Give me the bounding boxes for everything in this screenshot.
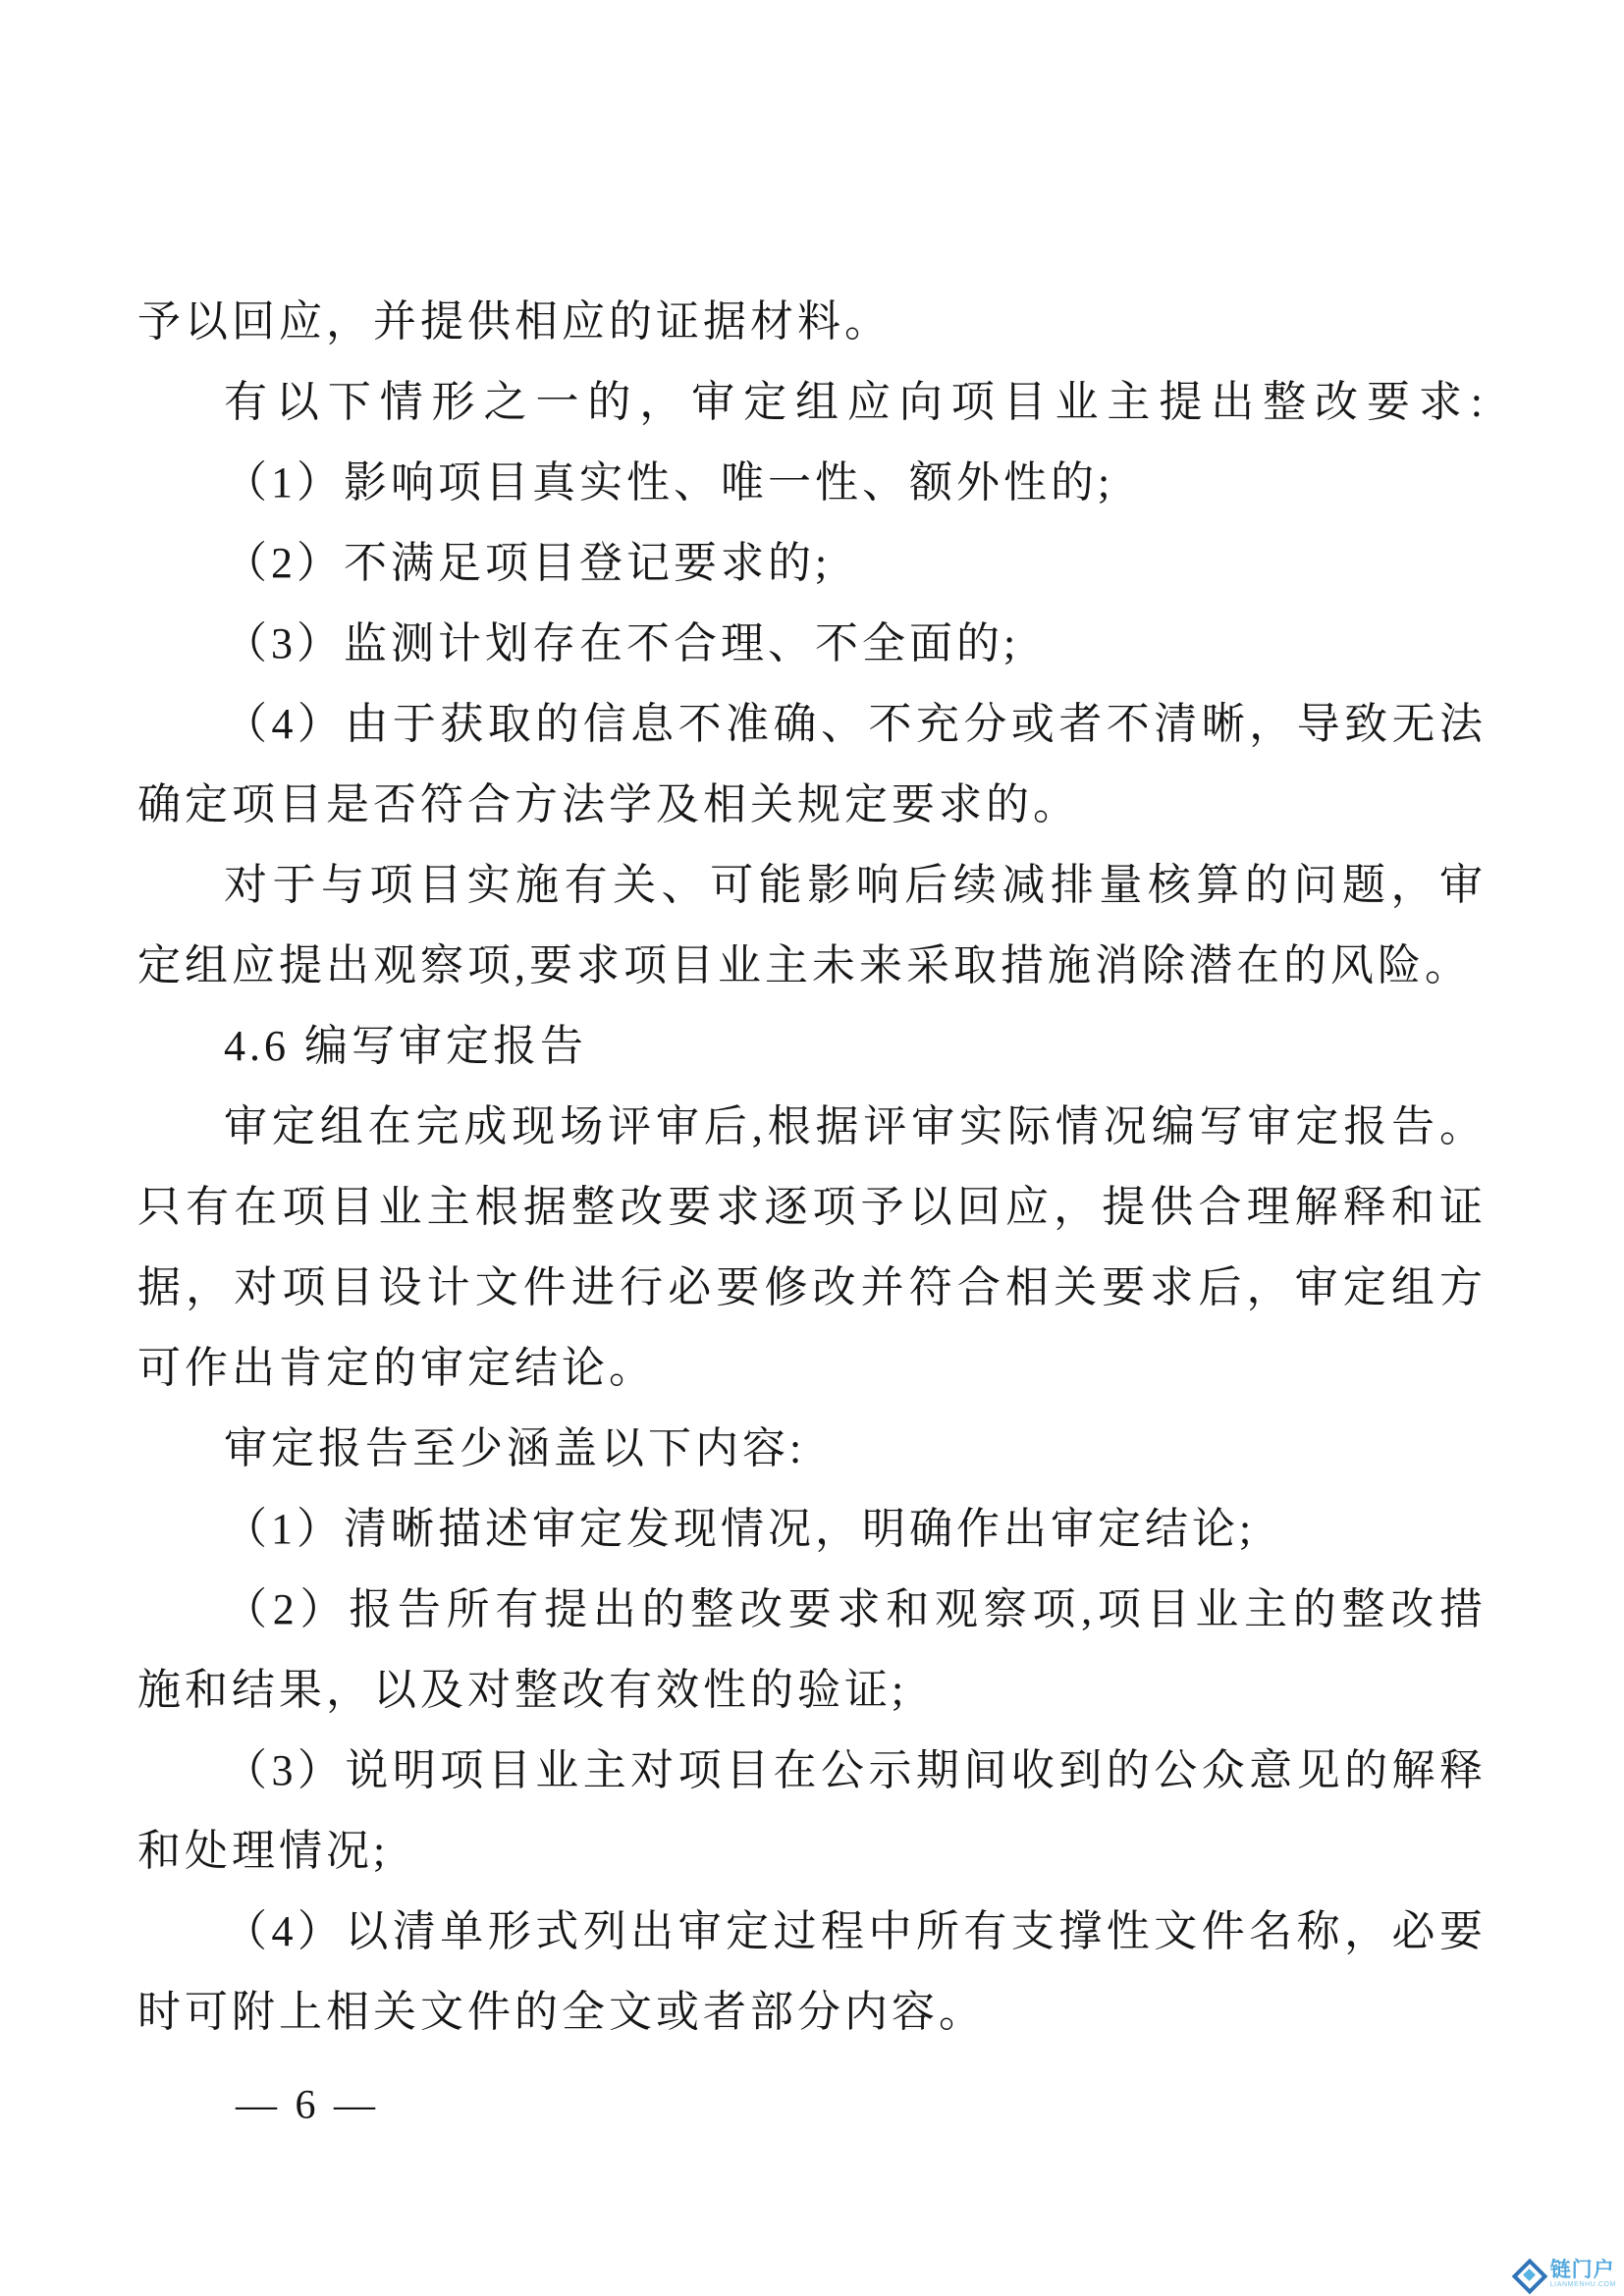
report-item-2: （2）报告所有提出的整改要求和观察项,项目业主的整改措施和结果，以及对整改有效性的验证; bbox=[137, 1585, 1487, 1714]
report-item-3: （3）说明项目业主对项目在公示期间收到的公众意见的解释和处理情况; bbox=[137, 1746, 1487, 1875]
watermark-domain-text: LIANMENHU.COM bbox=[1549, 2281, 1616, 2288]
report-writing-paragraph: 审定组在完成现场评审后,根据评审实际情况编写审定报告。只有在项目业主根据整改要求逐项予以回应，提供合理解释和证据，对项目设计文件进行必要修改并符合相关要求后，审定组方可作出肯定的审定结论。 bbox=[137, 1102, 1487, 1392]
report-contents-intro: 审定报告至少涵盖以下内容: bbox=[224, 1424, 806, 1472]
report-item-4: （4）以清单形式列出审定过程中所有支撑性文件名称，必要时可附上相关文件的全文或者部分内容。 bbox=[137, 1907, 1487, 2036]
report-item-1: （1）清晰描述审定发现情况，明确作出审定结论; bbox=[224, 1505, 1256, 1553]
observation-paragraph: 对于与项目实施有关、可能影响后续减排量核算的问题，审定组应提出观察项,要求项目业主未来采取措施消除潜在的风险。 bbox=[137, 861, 1487, 989]
diamond-logo-icon bbox=[1511, 2258, 1544, 2291]
rectification-item-2: （2）不满足项目登记要求的; bbox=[224, 539, 832, 587]
page-number: — 6 — bbox=[236, 2083, 379, 2128]
rectification-item-1: （1）影响项目真实性、唯一性、额外性的; bbox=[224, 458, 1114, 507]
site-watermark bbox=[1511, 2258, 1616, 2291]
rectification-intro: 有以下情形之一的，审定组应向项目业主提出整改要求: bbox=[224, 378, 1487, 426]
section-heading-4-6: 4.6 编写审定报告 bbox=[224, 1022, 587, 1070]
document-body bbox=[137, 282, 1487, 2053]
continued-paragraph: 予以回应，并提供相应的证据材料。 bbox=[137, 297, 892, 346]
watermark-brand-text: 链门户 bbox=[1549, 2259, 1615, 2281]
rectification-item-3: （3）监测计划存在不合理、不全面的; bbox=[224, 619, 1020, 667]
rectification-item-4: （4）由于获取的信息不准确、不充分或者不清晰，导致无法确定项目是否符合方法学及相关规定要求的。 bbox=[137, 700, 1487, 828]
